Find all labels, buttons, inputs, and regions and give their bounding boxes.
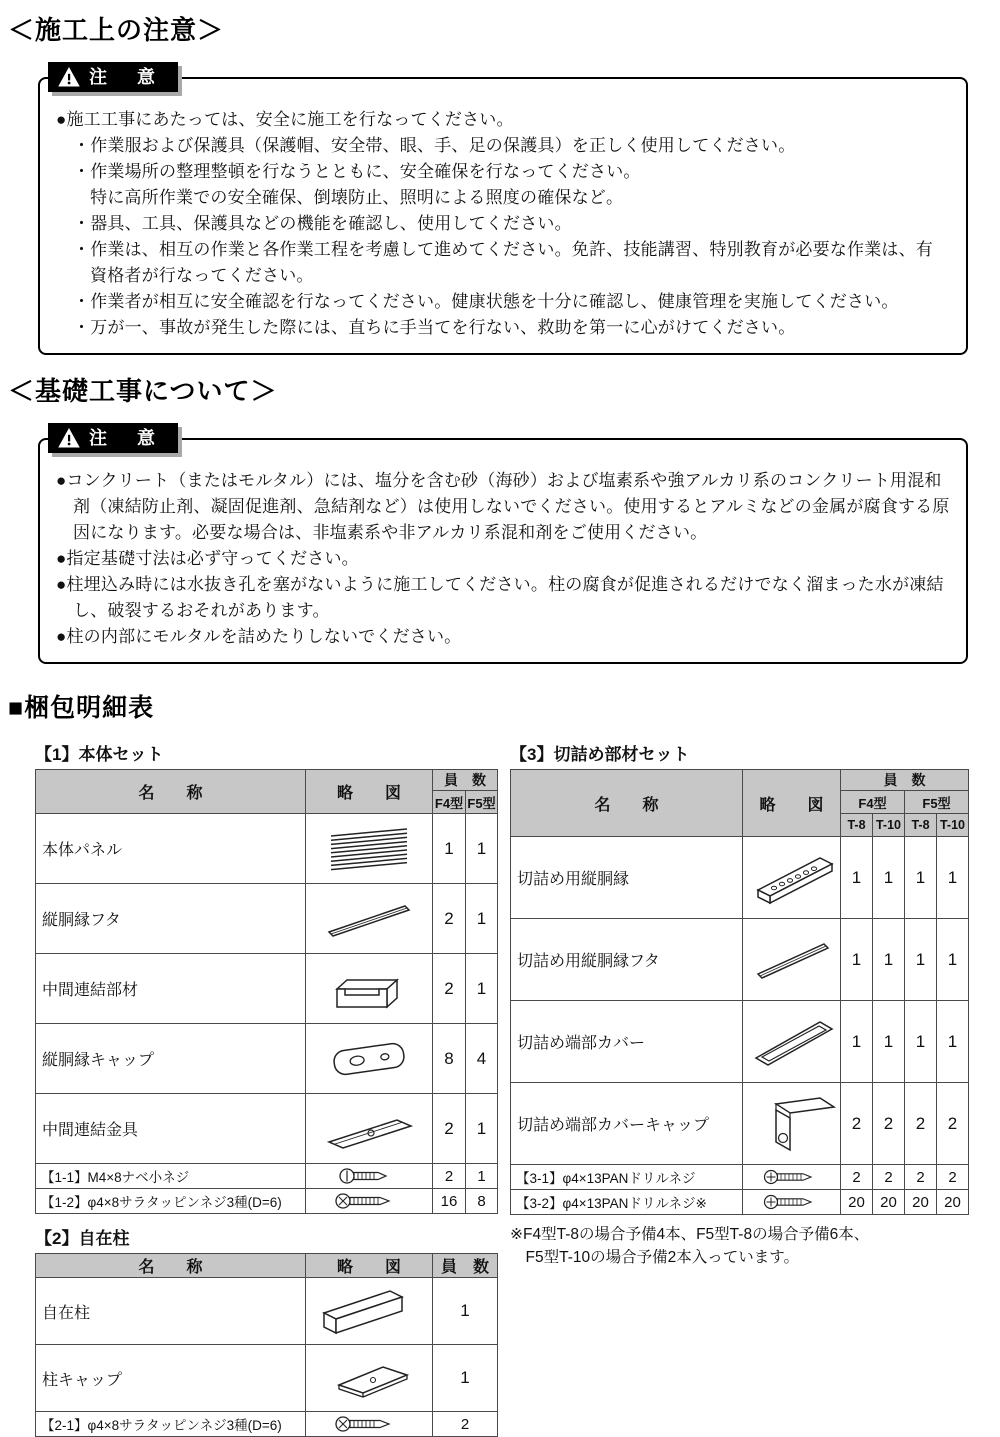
caution-line: ・作業は、相互の作業と各作業工程を考慮して進めてください。免許、技能講習、特別教育が必要な作業は、有資格者が行なってください。 — [73, 240, 933, 285]
cut-cover-strip-sketch-icon — [746, 930, 838, 990]
table-header-row — [36, 770, 498, 791]
caution-line: ●施工工事にあたっては、安全に施工を行なってください。 — [56, 110, 514, 129]
qty: 1 — [937, 837, 969, 919]
col-header-t8-f4: T-8 — [841, 814, 873, 837]
qty: 2 — [841, 1083, 873, 1165]
part-sketch-cell — [306, 1164, 433, 1189]
caution-line: ●コンクリート（またはモルタル）には、塩分を含む砂（海砂）および塩素系や強アルカリ系のコンクリート用混和剤（凍結防止剤、凝固促進剤、急結剤など）は使用しないでください。使用するとアルミなどの金属が腐食する原因になります。必要な場合は、非塩素系や非アルカリ系混和剤をご使用ください。 — [56, 471, 950, 542]
caution2-body — [56, 468, 950, 650]
qty-f4: 1 — [433, 814, 466, 884]
qty-f5: 1 — [466, 884, 498, 954]
qty: 2 — [905, 1165, 937, 1190]
col-header-f5: F5型 — [466, 791, 498, 814]
joint-bracket-sketch-icon — [319, 1106, 419, 1152]
qty: 20 — [873, 1190, 905, 1215]
part-sketch-cell — [743, 1001, 841, 1083]
caution-line: ●柱埋込み時には水抜き孔を塞がないように施工してください。柱の腐食が促進されるだけでなく溜まった水が凍結し、破裂するおそれがあります。 — [56, 575, 944, 620]
part-sketch-cell — [306, 1278, 433, 1345]
qty-f5: 8 — [466, 1189, 498, 1214]
qty: 2 — [433, 1412, 498, 1437]
col-header-sketch: 略 図 — [306, 770, 433, 814]
table-row — [36, 884, 498, 954]
qty: 1 — [873, 919, 905, 1001]
col-header-t10-f5: T-10 — [937, 814, 969, 837]
qty: 1 — [841, 837, 873, 919]
col-header-t8-f5: T-8 — [905, 814, 937, 837]
qty: 2 — [841, 1165, 873, 1190]
qty: 1 — [841, 919, 873, 1001]
table-row — [36, 1189, 498, 1214]
part-sketch-cell — [743, 1083, 841, 1165]
qty: 20 — [841, 1190, 873, 1215]
end-cover-cap-sketch-icon — [746, 1090, 838, 1158]
col-header-name: 名 称 — [36, 770, 306, 814]
col-header-name: 名 称 — [511, 770, 743, 837]
caution-box-foundation — [38, 428, 968, 664]
part-name: 切詰め用縦胴縁フタ — [511, 919, 743, 1001]
caution-box-construction — [38, 67, 968, 355]
table-header-row — [511, 770, 969, 791]
table-row — [511, 1083, 969, 1165]
caution-line: ・作業服および保護具（保護帽、安全帯、眼、手、足の保護具）を正しく使用してください。 — [73, 136, 796, 155]
qty: 20 — [905, 1190, 937, 1215]
qty: 2 — [873, 1083, 905, 1165]
caution-line: ・作業場所の整理整頓を行なうとともに、安全確保を行なってください。 — [73, 162, 641, 181]
qty-f5: 4 — [466, 1024, 498, 1094]
qty: 2 — [873, 1165, 905, 1190]
table-row — [511, 1165, 969, 1190]
table-row — [36, 1345, 498, 1412]
col-header-t10-f4: T-10 — [873, 814, 905, 837]
qty-f4: 16 — [433, 1189, 466, 1214]
right-table-column — [510, 736, 968, 1437]
warning-triangle-icon — [58, 428, 80, 448]
part-name: 柱キャップ — [36, 1345, 306, 1412]
col-header-sketch: 略 図 — [306, 1254, 433, 1278]
col-header-f4: F4型 — [841, 791, 905, 814]
note-line: F5型T-10の場合予備2本入っています。 — [525, 1249, 799, 1266]
end-cover-sketch-icon — [746, 1010, 838, 1074]
table-row — [36, 1024, 498, 1094]
part-name: 中間連結金具 — [36, 1094, 306, 1164]
col-header-name: 名 称 — [36, 1254, 306, 1278]
qty: 1 — [905, 919, 937, 1001]
part-name: 縦胴縁フタ — [36, 884, 306, 954]
cover-strip-sketch-icon — [319, 896, 419, 942]
table-row — [36, 1094, 498, 1164]
pan-screw-sketch-icon — [338, 1167, 400, 1185]
tapping-screw-sketch-icon — [334, 1415, 404, 1433]
caution-line: 特に高所作業での安全確保、倒壊防止、照明による照度の確保など。 — [90, 188, 624, 207]
part-sketch-cell — [306, 1345, 433, 1412]
part-sketch-cell — [306, 884, 433, 954]
qty-f4: 8 — [433, 1024, 466, 1094]
qty: 1 — [905, 837, 937, 919]
table1-title: 【1】本体セット — [35, 745, 164, 764]
caution-line: ●柱の内部にモルタルを詰めたりしないでください。 — [56, 627, 462, 646]
table-header-row — [36, 1254, 498, 1278]
caution-line: ・作業者が相互に安全確認を行なってください。健康状態を十分に確認し、健康管理を実施してください。 — [73, 292, 899, 311]
qty: 1 — [905, 1001, 937, 1083]
qty: 1 — [433, 1345, 498, 1412]
qty-f5: 1 — [466, 1094, 498, 1164]
qty-f4: 2 — [433, 884, 466, 954]
qty: 1 — [841, 1001, 873, 1083]
part-name: 縦胴縁キャップ — [36, 1024, 306, 1094]
part-sketch-cell — [306, 1189, 433, 1214]
table-row — [36, 1164, 498, 1189]
part-name: 自在柱 — [36, 1278, 306, 1345]
part-name: 【2-1】φ4×8サラタッピンネジ3種(D=6) — [36, 1412, 306, 1437]
qty-f4: 2 — [433, 1094, 466, 1164]
col-header-qty: 員 数 — [433, 1254, 498, 1278]
cut-furring-sketch-icon — [746, 846, 838, 910]
col-header-qty: 員 数 — [841, 770, 969, 791]
table-cut-set — [510, 769, 969, 1215]
part-name: 【1-2】φ4×8サラタッピンネジ3種(D=6) — [36, 1189, 306, 1214]
part-sketch-cell — [306, 1094, 433, 1164]
table3-title: 【3】切詰め部材セット — [510, 745, 690, 764]
left-table-column — [35, 736, 497, 1437]
qty: 2 — [937, 1165, 969, 1190]
qty: 1 — [873, 837, 905, 919]
part-sketch-cell — [743, 919, 841, 1001]
drill-screw-sketch-icon — [763, 1194, 821, 1210]
caution-badge — [48, 62, 178, 92]
post-sketch-icon — [314, 1281, 424, 1341]
note-line: ※F4型T-8の場合予備4本、F5型T-8の場合予備6本、 — [510, 1226, 870, 1243]
qty-f5: 1 — [466, 954, 498, 1024]
tapping-screw-sketch-icon — [334, 1192, 404, 1210]
part-name: 【3-1】φ4×13PANドリルネジ — [511, 1165, 743, 1190]
table-post-set — [35, 1253, 498, 1437]
channel-joint-sketch-icon — [319, 963, 419, 1015]
warning-triangle-icon — [58, 67, 80, 87]
caution-line: ・器具、工具、保護具などの機能を確認し、使用してください。 — [73, 214, 572, 233]
qty-f4: 2 — [433, 1164, 466, 1189]
caution-badge — [48, 423, 178, 453]
caution-line: ・万が一、事故が発生した際には、直ちに手当てを行ない、救助を第一に心がけてください。 — [73, 318, 796, 337]
table-row — [511, 919, 969, 1001]
qty: 20 — [937, 1190, 969, 1215]
part-name: 切詰め端部カバー — [511, 1001, 743, 1083]
col-header-sketch: 略 図 — [743, 770, 841, 837]
col-header-qty: 員 数 — [433, 770, 498, 791]
col-header-f5: F5型 — [905, 791, 969, 814]
part-name: 本体パネル — [36, 814, 306, 884]
table2-title: 【2】自在柱 — [35, 1229, 130, 1248]
post-cap-sketch-icon — [319, 1351, 419, 1405]
qty: 2 — [937, 1083, 969, 1165]
qty-f5: 1 — [466, 1164, 498, 1189]
qty: 1 — [937, 919, 969, 1001]
part-sketch-cell — [743, 837, 841, 919]
qty: 1 — [433, 1278, 498, 1345]
spare-screws-note — [510, 1223, 968, 1269]
cap-plate-sketch-icon — [319, 1035, 419, 1083]
packing-tables — [35, 736, 972, 1437]
table-row — [511, 837, 969, 919]
col-header-f4: F4型 — [433, 791, 466, 814]
table-row — [36, 1412, 498, 1437]
section-title-construction: ＜施工上の注意＞ — [8, 15, 225, 45]
part-sketch-cell — [306, 1412, 433, 1437]
table-row — [511, 1001, 969, 1083]
caution-badge-label: 注 意 — [89, 428, 161, 448]
table-row — [36, 814, 498, 884]
table-row — [511, 1190, 969, 1215]
part-name: 【3-2】φ4×13PANドリルネジ※ — [511, 1190, 743, 1215]
qty: 1 — [873, 1001, 905, 1083]
section-title-foundation: ＜基礎工事について＞ — [8, 376, 278, 406]
qty-f5: 1 — [466, 814, 498, 884]
qty-f4: 2 — [433, 954, 466, 1024]
caution-badge-label: 注 意 — [89, 67, 161, 87]
table-row — [36, 954, 498, 1024]
section-title-packing-list: ■梱包明細表 — [8, 694, 155, 722]
qty: 2 — [905, 1083, 937, 1165]
table-row — [36, 1278, 498, 1345]
part-sketch-cell — [743, 1165, 841, 1190]
part-sketch-cell — [306, 954, 433, 1024]
part-sketch-cell — [743, 1190, 841, 1215]
part-sketch-cell — [306, 814, 433, 884]
drill-screw-sketch-icon — [763, 1169, 821, 1185]
part-name: 【1-1】M4×8ナベ小ネジ — [36, 1164, 306, 1189]
caution-line: ●指定基礎寸法は必ず守ってください。 — [56, 549, 359, 568]
part-name: 中間連結部材 — [36, 954, 306, 1024]
qty: 1 — [937, 1001, 969, 1083]
part-name: 切詰め用縦胴縁 — [511, 837, 743, 919]
part-sketch-cell — [306, 1024, 433, 1094]
panel-sketch-icon — [319, 823, 419, 875]
caution1-body — [56, 107, 950, 341]
table-body-set — [35, 769, 498, 1214]
part-name: 切詰め端部カバーキャップ — [511, 1083, 743, 1165]
